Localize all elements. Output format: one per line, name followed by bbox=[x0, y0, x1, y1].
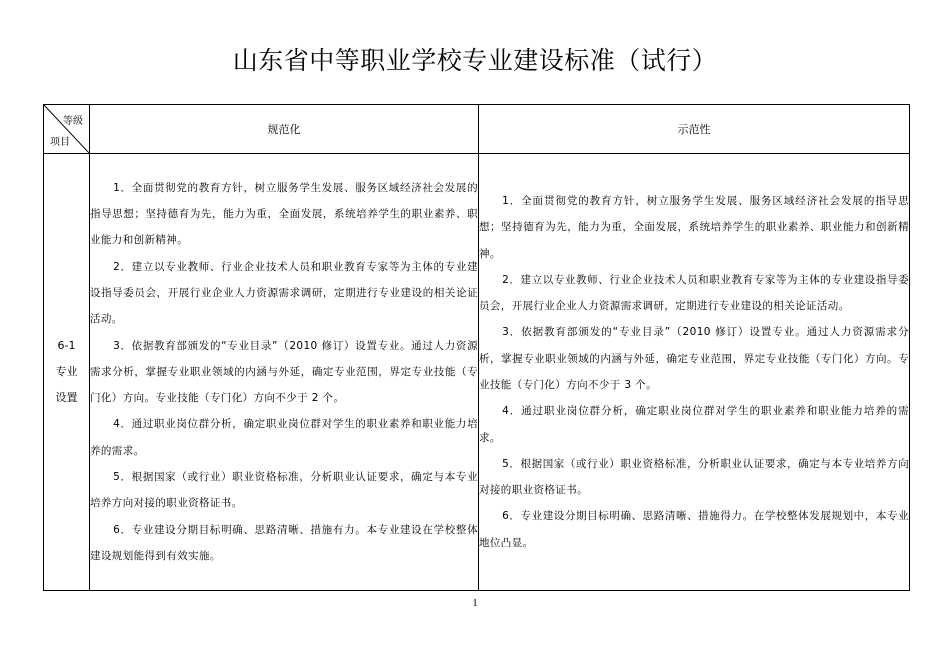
exemplary-item: 5．根据国家（或行业）职业资格标准，分析职业认证要求，确定与本专业培养方向对接的职业资格证书。 bbox=[479, 457, 909, 497]
standard-item: 3．依据教育部颁发的“专业目录”（2010 修订）设置专业。通过人力资源需求分析，掌握专业职业领域的内涵与外延，确定专业范围，界定专业技能（专门化）方向。专业技能（专门化）方向不少于 2 个。 bbox=[90, 339, 478, 405]
item-name-line-2: 设置 bbox=[55, 391, 78, 404]
standard-item: 6．专业建设分期目标明确、思路清晰、措施有力。本专业建设在学校整体建设规划能得到有效实施。 bbox=[90, 523, 478, 562]
exemplary-item: 3．依据教育部颁发的“专业目录”（2010 修订）设置专业。通过人力资源需求分析，掌握专业职业领域的内涵与外延，确定专业范围，界定专业技能（专门化）方向。专业技能（专门化）方向不少于 3 个。 bbox=[479, 326, 909, 391]
corner-level-label: 等级 bbox=[63, 116, 83, 127]
item-name-line-1: 专业 bbox=[55, 365, 78, 378]
standards-table bbox=[43, 104, 910, 591]
standard-item: 2．建立以专业教师、行业企业技术人员和职业教育专家等为主体的专业建设指导委员会，开展行业企业人力资源需求调研，定期进行专业建设的相关论证活动。 bbox=[90, 260, 478, 326]
column-header-exemplary: 示范性 bbox=[479, 105, 910, 154]
item-cell bbox=[44, 154, 90, 591]
column-header-standard: 规范化 bbox=[90, 105, 479, 154]
exemplary-item: 1．全面贯彻党的教育方针，树立服务学生发展、服务区域经济社会发展的指导思想；坚持德育为先，能力为重，全面发展，系统培养学生的职业素养、职业能力和创新精神。 bbox=[479, 194, 909, 260]
table-row bbox=[44, 154, 910, 591]
item-code: 6-1 bbox=[57, 339, 76, 352]
corner-header-cell bbox=[44, 105, 90, 154]
corner-item-label: 项目 bbox=[50, 137, 70, 148]
exemplary-item: 2．建立以专业教师、行业企业技术人员和职业教育专家等为主体的专业建设指导委员会，开展行业企业人力资源需求调研，定期进行专业建设的相关论证活动。 bbox=[479, 273, 909, 313]
exemplary-item: 6．专业建设分期目标明确、思路清晰、措施得力。在学校整体发展规划中，本专业地位凸显。 bbox=[479, 510, 909, 549]
page-number: 1 bbox=[472, 597, 478, 609]
standard-item: 1．全面贯彻党的教育方针，树立服务学生发展、服务区域经济社会发展的指导思想；坚持德育为先，能力为重，全面发展，系统培养学生的职业素养、职业能力和创新精神。 bbox=[90, 181, 478, 247]
table-header-row bbox=[44, 105, 910, 154]
standard-item: 5．根据国家（或行业）职业资格标准，分析职业认证要求，确定与本专业培养方向对接的职业资格证书。 bbox=[90, 471, 478, 510]
exemplary-item: 4．通过职业岗位群分析，确定职业岗位群对学生的职业素养和职业能力培养的需求。 bbox=[479, 405, 909, 444]
standard-item: 4．通过职业岗位群分析，确定职业岗位群对学生的职业素养和职业能力培养的需求。 bbox=[90, 418, 478, 457]
exemplary-content-cell bbox=[479, 154, 910, 591]
document-title: 山东省中等职业学校专业建设标准（试行） bbox=[232, 46, 718, 75]
standard-content-cell bbox=[90, 154, 479, 591]
